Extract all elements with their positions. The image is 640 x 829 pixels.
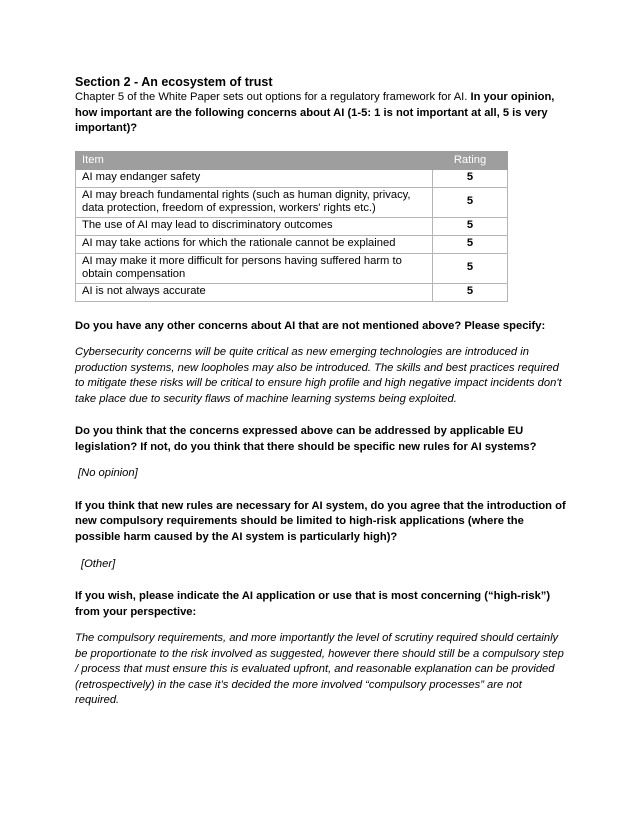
table-row <box>76 235 508 253</box>
row-rating: 5 <box>433 169 508 187</box>
table-row <box>76 253 508 283</box>
question-text: If you think that new rules are necessary for AI system, do you agree that the introduction of new compulsory requirements should be limited to high-risk applications (where the possible harm caused by the AI system is particularly high)? <box>75 499 566 543</box>
intro-question: In your opinion, how important are the following concerns about AI (1-5: 1 is not important at all, 5 is very important)? <box>75 91 555 134</box>
question-other-concerns <box>75 319 567 408</box>
row-rating: 5 <box>433 217 508 235</box>
question-text: Do you have any other concerns about AI that are not mentioned above? Please specify: <box>75 319 546 332</box>
table-row <box>76 187 508 217</box>
answer-text: Cybersecurity concerns will be quite critical as new emerging technologies are introduced in production systems, new loopholes may also be introduced. The skills and best practices required to mitigate these risks will be critical to ensure high profile and high negative impact incidents don't take place due to security flaws of machine learning systems being exploited. <box>75 346 562 405</box>
intro-paragraph <box>75 90 567 137</box>
header-rating: Rating <box>433 151 508 169</box>
concerns-rating-table <box>75 151 508 302</box>
row-item: AI may make it more difficult for persons having suffered harm to obtain compensation <box>76 253 433 283</box>
row-rating: 5 <box>433 187 508 217</box>
row-rating: 5 <box>433 283 508 301</box>
question-eu-legislation <box>75 424 567 482</box>
question-high-risk-limit <box>75 499 567 572</box>
table-row <box>76 169 508 187</box>
row-item: AI may endanger safety <box>76 169 433 187</box>
answer-text: The compulsory requirements, and more importantly the level of scrutiny required should certainly be proportionate to the risk involved as suggested, however there should still be a compulsory step / process that must ensure this is evaluated upfront, and reasonable explanation can be provided (retrospectively) in the case it’s decided the more involved “compulsory processes” are not required. <box>75 632 564 707</box>
question-text: If you wish, please indicate the AI application or use that is most concerning (“high-risk”) from your perspective: <box>75 590 551 618</box>
row-item: AI may breach fundamental rights (such as human dignity, privacy, data protection, freedom of expression, workers' rights etc.) <box>76 187 433 217</box>
table-row <box>76 283 508 301</box>
section-title: Section 2 - An ecosystem of trust <box>75 75 273 89</box>
intro-text: Chapter 5 of the White Paper sets out options for a regulatory framework for AI. <box>75 91 471 103</box>
table-header-row <box>76 151 508 169</box>
row-item: AI is not always accurate <box>76 283 433 301</box>
row-item: The use of AI may lead to discriminatory outcomes <box>76 217 433 235</box>
document-page <box>75 74 567 720</box>
question-text: Do you think that the concerns expressed above can be addressed by applicable EU legislation? If not, do you think that there should be specific new rules for AI systems? <box>75 425 537 453</box>
row-rating: 5 <box>433 235 508 253</box>
row-item: AI may take actions for which the rationale cannot be explained <box>76 235 433 253</box>
header-item: Item <box>76 151 433 169</box>
question-high-risk-application <box>75 589 567 709</box>
row-rating: 5 <box>433 253 508 283</box>
answer-text: [No opinion] <box>78 467 138 480</box>
answer-text: [Other] <box>81 557 116 570</box>
table-row <box>76 217 508 235</box>
